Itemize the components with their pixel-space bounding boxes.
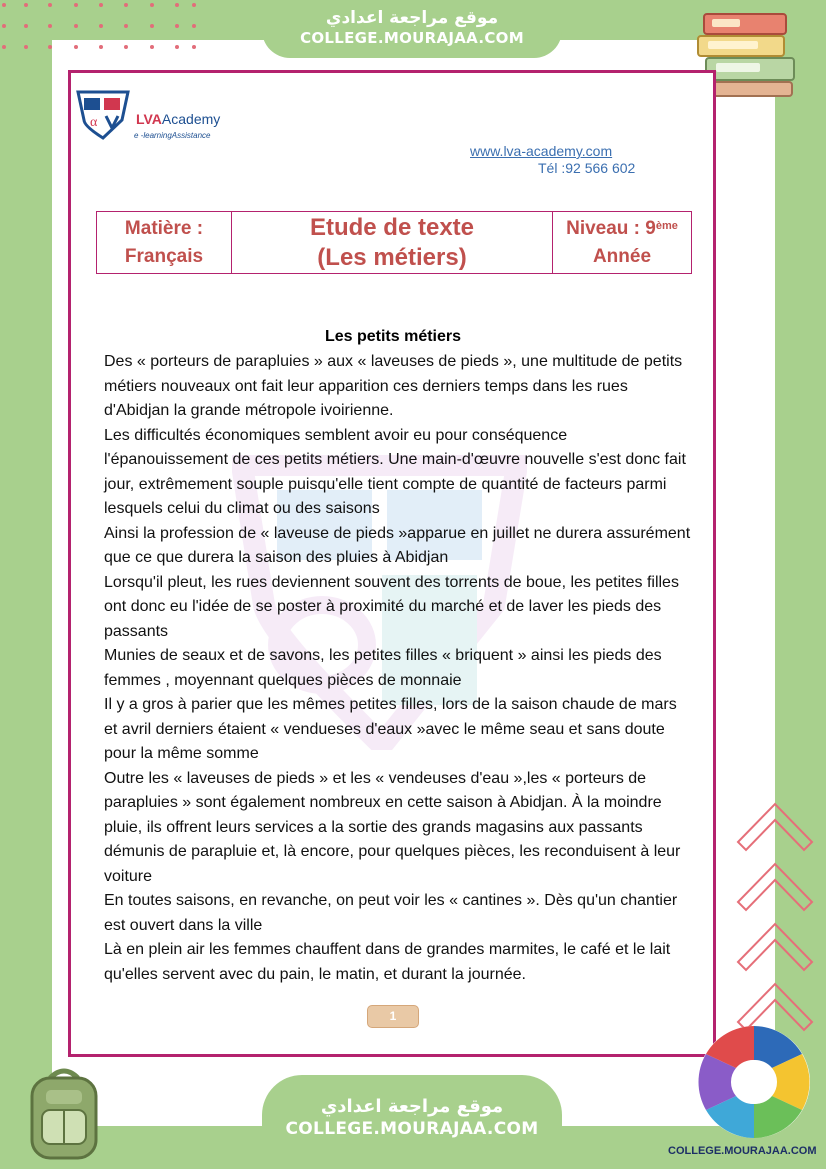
paragraph: Des « porteurs de parapluies » aux « laveuses de pieds », une multitude de petits métiers nouveaux ont fait leur apparition ces derniers temps dans les rues d'Abidjan la grande métropole ivoirienne. bbox=[104, 353, 683, 419]
backpack-icon bbox=[14, 1062, 114, 1162]
brand-tagline: e -learningAssistance bbox=[134, 131, 211, 140]
paragraph: Les difficultés économiques semblent avoir eu pour conséquence l'épanouissement de ces petits métiers. Une main-d'œuvre nouvelle s'est donc fait jour, extrêmement souple puisqu'elle tient compte de quantité de facteurs parmi lesquels celui du climat ou des saisons bbox=[104, 426, 686, 517]
site-banner-bottom bbox=[262, 1075, 562, 1169]
corner-site-label: COLLEGE.MOURAJAA.COM bbox=[668, 1145, 817, 1157]
level-cell bbox=[553, 212, 691, 273]
text-body bbox=[104, 350, 694, 987]
paragraph: Là en plein air les femmes chauffent dans de grandes marmites, le café et le lait qu'elles servent avec du pain, le matin, et durant la journée. bbox=[104, 941, 671, 983]
level-label-text: Niveau : 9 bbox=[566, 217, 656, 239]
title-cell bbox=[232, 212, 553, 273]
site-banner-top bbox=[262, 0, 562, 58]
brand-name-bold: LVA bbox=[136, 111, 162, 127]
paragraph: Il y a gros à parier que les mêmes petites filles, lors de la saison chaude de mars et avril derniers étaient « vendueses d'eaux »avec le même seau et sans doute pour la même somme bbox=[104, 696, 677, 762]
contact-website-link[interactable]: www.lva-academy.com bbox=[470, 143, 613, 159]
subject-label: Matière : bbox=[124, 217, 204, 239]
chevron-decoration-icon bbox=[732, 792, 818, 1042]
brand-name-rest: Academy bbox=[161, 111, 221, 127]
subject-cell bbox=[97, 212, 232, 273]
paragraph: En toutes saisons, en revanche, on peut voir les « cantines ». Dès qu'un chantier est ouvert dans la ville bbox=[104, 892, 678, 934]
level-value: Année bbox=[592, 245, 652, 267]
page-number-badge: 1 bbox=[367, 1005, 419, 1028]
site-url[interactable]: COLLEGE.MOURAJAA.COM bbox=[300, 29, 524, 47]
level-superscript: ème bbox=[655, 219, 678, 232]
svg-text:α: α bbox=[90, 115, 98, 130]
subjects-wheel-icon bbox=[694, 1022, 814, 1142]
brand-name bbox=[136, 111, 220, 127]
subject-value: Français bbox=[124, 245, 204, 267]
document-title-line1: Etude de texte bbox=[309, 213, 475, 241]
academy-logo bbox=[74, 86, 132, 140]
contact-phone: Tél :92 566 602 bbox=[538, 160, 636, 176]
paragraph: Lorsqu'il pleut, les rues deviennent souvent des torrents de boue, les petites filles ont donc eu l'idée de se poster à proximité du marché et de laver les pieds des passants bbox=[104, 573, 679, 640]
level-label bbox=[566, 215, 678, 243]
paragraph: Munies de seaux et de savons, les petites filles « briquent » ainsi les pieds des femmes , moyennant quelques pièces de monnaie bbox=[104, 647, 662, 689]
site-url-footer[interactable]: COLLEGE.MOURAJAA.COM bbox=[285, 1119, 539, 1139]
paragraph: Outre les « laveuses de pieds » et les « vendeuses d'eau »,les « porteurs de parapluies » sont également nombreux en cette saison à Abidjan. À la moindre pluie, ils offrent leurs services a la sortie des grands magasins aux passants démunis de parapluie et, là encore, pour quelques pièces, les reconduisent à leur voiture bbox=[104, 769, 681, 885]
site-name-arabic-footer: موقع مراجعة اعدادي bbox=[320, 1096, 504, 1117]
paragraph: Ainsi la profession de « laveuse de pieds »apparue en juillet ne durera assurément que ce que durera la saison des pluies à Abidjan bbox=[104, 524, 691, 566]
site-name-arabic: موقع مراجعة اعدادي bbox=[325, 8, 499, 28]
document-title-line2: (Les métiers) bbox=[317, 243, 467, 271]
header-table bbox=[96, 211, 692, 274]
text-title: Les petits métiers bbox=[324, 328, 462, 345]
